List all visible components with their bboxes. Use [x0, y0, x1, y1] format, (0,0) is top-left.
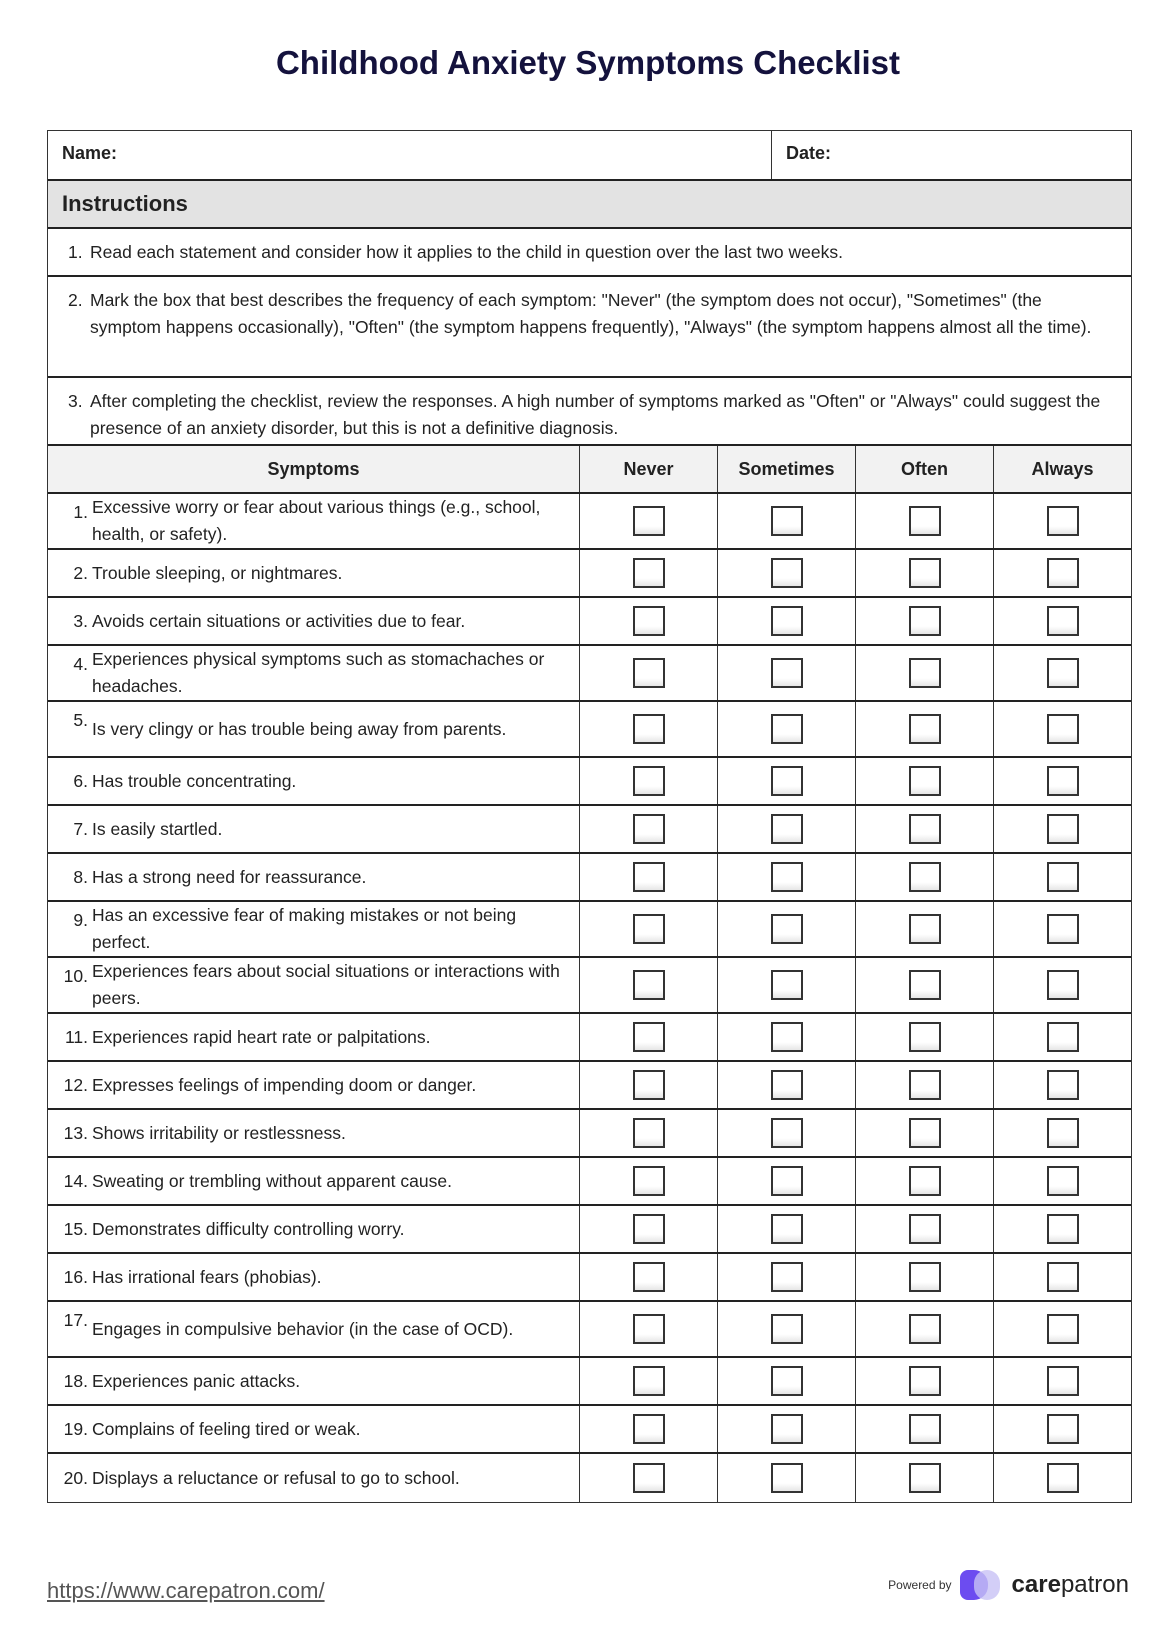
often-checkbox[interactable] — [909, 862, 941, 892]
symptom-text: Expresses feelings of impending doom or danger. — [92, 1074, 477, 1095]
always-cell — [994, 1014, 1131, 1060]
symptom-number: 8. — [73, 866, 88, 887]
always-cell — [994, 1206, 1131, 1252]
brand-name: carepatron — [1011, 1571, 1129, 1598]
never-checkbox[interactable] — [633, 1166, 665, 1196]
sometimes-checkbox[interactable] — [771, 606, 803, 636]
often-cell — [856, 1358, 994, 1404]
never-cell — [580, 1206, 718, 1252]
often-cell — [856, 494, 994, 548]
often-checkbox[interactable] — [909, 506, 941, 536]
symptom-cell — [48, 1302, 580, 1356]
symptom-number: 12. — [63, 1074, 88, 1095]
often-checkbox[interactable] — [909, 1366, 941, 1396]
sometimes-checkbox[interactable] — [771, 658, 803, 688]
always-cell — [994, 550, 1131, 596]
always-checkbox[interactable] — [1047, 658, 1079, 688]
symptom-cell — [48, 1358, 580, 1404]
symptom-text: Experiences panic attacks. — [92, 1370, 301, 1391]
date-label: Date: — [786, 143, 832, 163]
often-cell — [856, 902, 994, 956]
instruction-item — [48, 277, 1131, 378]
always-cell — [994, 902, 1131, 956]
often-cell — [856, 958, 994, 1012]
symptom-cell — [48, 1158, 580, 1204]
sometimes-cell — [718, 806, 856, 852]
always-cell — [994, 646, 1131, 700]
table-row — [48, 1406, 1131, 1454]
table-row — [48, 494, 1131, 550]
sometimes-cell — [718, 494, 856, 548]
never-cell — [580, 1358, 718, 1404]
symptom-cell — [48, 1062, 580, 1108]
always-cell — [994, 758, 1131, 804]
always-checkbox[interactable] — [1047, 970, 1079, 1000]
symptom-cell — [48, 806, 580, 852]
always-checkbox[interactable] — [1047, 1414, 1079, 1444]
often-checkbox[interactable] — [909, 1314, 941, 1344]
name-date-row — [48, 131, 1131, 181]
always-checkbox[interactable] — [1047, 1314, 1079, 1344]
never-cell — [580, 1062, 718, 1108]
sometimes-cell — [718, 1358, 856, 1404]
powered-by-badge[interactable] — [888, 1568, 1129, 1602]
symptom-cell — [48, 1406, 580, 1452]
never-cell — [580, 1302, 718, 1356]
never-checkbox[interactable] — [633, 1214, 665, 1244]
always-checkbox[interactable] — [1047, 1463, 1079, 1493]
table-row — [48, 702, 1131, 758]
often-checkbox[interactable] — [909, 814, 941, 844]
symptom-text: Has an excessive fear of making mistakes or not being perfect. — [92, 905, 517, 952]
instruction-number: 1. — [68, 242, 83, 262]
never-cell — [580, 646, 718, 700]
instructions-heading: Instructions — [48, 181, 1131, 229]
sometimes-checkbox[interactable] — [771, 1366, 803, 1396]
symptom-text: Demonstrates difficulty controlling worry. — [92, 1218, 405, 1239]
sometimes-checkbox[interactable] — [771, 1022, 803, 1052]
table-row — [48, 854, 1131, 902]
often-checkbox[interactable] — [909, 1022, 941, 1052]
always-cell — [994, 1158, 1131, 1204]
header-always: Always — [1031, 458, 1094, 479]
never-checkbox[interactable] — [633, 606, 665, 636]
often-cell — [856, 550, 994, 596]
often-checkbox[interactable] — [909, 714, 941, 744]
sometimes-checkbox[interactable] — [771, 558, 803, 588]
header-never: Never — [580, 446, 718, 492]
sometimes-checkbox[interactable] — [771, 1070, 803, 1100]
symptom-number: 5. — [73, 710, 88, 730]
never-checkbox[interactable] — [633, 1118, 665, 1148]
symptom-number: 1. — [73, 502, 88, 522]
always-cell — [994, 806, 1131, 852]
table-row — [48, 1254, 1131, 1302]
symptom-number: 2. — [73, 562, 88, 583]
always-cell — [994, 1302, 1131, 1356]
instruction-item — [48, 229, 1131, 277]
never-cell — [580, 758, 718, 804]
symptom-number: 17. — [63, 1310, 88, 1330]
always-checkbox[interactable] — [1047, 714, 1079, 744]
sometimes-checkbox[interactable] — [771, 1463, 803, 1493]
never-checkbox[interactable] — [633, 1262, 665, 1292]
table-row — [48, 902, 1131, 958]
sometimes-checkbox[interactable] — [771, 862, 803, 892]
symptom-cell — [48, 1110, 580, 1156]
sometimes-cell — [718, 1454, 856, 1502]
sometimes-cell — [718, 1406, 856, 1452]
sometimes-cell — [718, 646, 856, 700]
symptom-text: Has trouble concentrating. — [92, 770, 297, 791]
often-checkbox[interactable] — [909, 1414, 941, 1444]
always-checkbox[interactable] — [1047, 1166, 1079, 1196]
often-checkbox[interactable] — [909, 766, 941, 796]
always-cell — [994, 1454, 1131, 1502]
symptom-cell — [48, 758, 580, 804]
never-cell — [580, 1454, 718, 1502]
always-checkbox[interactable] — [1047, 1118, 1079, 1148]
always-cell — [994, 958, 1131, 1012]
header-often: Often — [856, 446, 994, 492]
header-sometimes: Sometimes — [718, 446, 856, 492]
symptom-cell — [48, 1454, 580, 1502]
sometimes-checkbox[interactable] — [771, 970, 803, 1000]
symptom-number: 15. — [63, 1218, 88, 1239]
instruction-text: Read each statement and consider how it applies to the child in question over the last two weeks. — [90, 242, 843, 262]
always-checkbox[interactable] — [1047, 862, 1079, 892]
often-checkbox[interactable] — [909, 1214, 941, 1244]
sometimes-checkbox[interactable] — [771, 1262, 803, 1292]
often-cell — [856, 646, 994, 700]
header-symptoms: Symptoms — [48, 446, 580, 492]
never-checkbox[interactable] — [633, 862, 665, 892]
never-checkbox[interactable] — [633, 970, 665, 1000]
symptom-cell — [48, 854, 580, 900]
often-checkbox[interactable] — [909, 1262, 941, 1292]
symptom-number: 10. — [63, 966, 88, 986]
never-cell — [580, 1406, 718, 1452]
table-row — [48, 1110, 1131, 1158]
always-checkbox[interactable] — [1047, 1262, 1079, 1292]
often-checkbox[interactable] — [909, 606, 941, 636]
symptom-number: 16. — [63, 1266, 88, 1287]
sometimes-checkbox[interactable] — [771, 506, 803, 536]
never-checkbox[interactable] — [633, 714, 665, 744]
symptom-number: 7. — [73, 818, 88, 839]
symptom-cell — [48, 550, 580, 596]
never-checkbox[interactable] — [633, 1022, 665, 1052]
table-row — [48, 550, 1131, 598]
often-cell — [856, 806, 994, 852]
carepatron-logo-icon — [960, 1568, 1004, 1602]
symptom-cell — [48, 598, 580, 644]
often-cell — [856, 1062, 994, 1108]
sometimes-cell — [718, 1014, 856, 1060]
sometimes-cell — [718, 1254, 856, 1300]
never-cell — [580, 1158, 718, 1204]
symptom-text: Engages in compulsive behavior (in the case of OCD). — [92, 1318, 514, 1339]
always-cell — [994, 1406, 1131, 1452]
never-cell — [580, 1110, 718, 1156]
carepatron-url-link[interactable]: https://www.carepatron.com/ — [47, 1578, 325, 1603]
often-cell — [856, 1254, 994, 1300]
name-field[interactable] — [48, 131, 772, 179]
sometimes-cell — [718, 854, 856, 900]
symptom-text: Experiences physical symptoms such as stomachaches or headaches. — [92, 649, 545, 696]
table-row — [48, 1302, 1131, 1358]
often-checkbox[interactable] — [909, 1118, 941, 1148]
symptom-text: Avoids certain situations or activities due to fear. — [92, 610, 466, 631]
sometimes-checkbox[interactable] — [771, 1118, 803, 1148]
always-checkbox[interactable] — [1047, 766, 1079, 796]
table-row — [48, 806, 1131, 854]
sometimes-cell — [718, 1158, 856, 1204]
sometimes-cell — [718, 1206, 856, 1252]
never-checkbox[interactable] — [633, 658, 665, 688]
symptom-cell — [48, 958, 580, 1012]
always-checkbox[interactable] — [1047, 814, 1079, 844]
never-checkbox[interactable] — [633, 914, 665, 944]
often-cell — [856, 1110, 994, 1156]
never-checkbox[interactable] — [633, 814, 665, 844]
sometimes-checkbox[interactable] — [771, 814, 803, 844]
sometimes-checkbox[interactable] — [771, 766, 803, 796]
often-checkbox[interactable] — [909, 1166, 941, 1196]
symptom-number: 11. — [64, 1026, 88, 1047]
symptom-cell — [48, 1014, 580, 1060]
symptom-number: 14. — [63, 1170, 88, 1191]
symptom-text: Has irrational fears (phobias). — [92, 1266, 322, 1287]
sometimes-checkbox[interactable] — [771, 1166, 803, 1196]
table-row — [48, 598, 1131, 646]
never-cell — [580, 806, 718, 852]
always-checkbox[interactable] — [1047, 558, 1079, 588]
often-checkbox[interactable] — [909, 1463, 941, 1493]
often-cell — [856, 758, 994, 804]
sometimes-checkbox[interactable] — [771, 714, 803, 744]
never-cell — [580, 854, 718, 900]
always-cell — [994, 1254, 1131, 1300]
symptom-cell — [48, 702, 580, 756]
always-checkbox[interactable] — [1047, 606, 1079, 636]
page-title: Childhood Anxiety Symptoms Checklist — [275, 44, 901, 81]
instruction-text: After completing the checklist, review the responses. A high number of symptoms marked as "Often" or "Always" could suggest the presence of an anxiety disorder, but this is not a definitive diagnosis. — [90, 391, 1101, 438]
never-checkbox[interactable] — [633, 1463, 665, 1493]
name-label: Name: — [62, 143, 118, 163]
symptom-text: Shows irritability or restlessness. — [92, 1122, 346, 1143]
symptom-text: Has a strong need for reassurance. — [92, 866, 367, 887]
symptom-text: Experiences rapid heart rate or palpitations. — [92, 1026, 431, 1047]
symptom-number: 3. — [73, 610, 88, 631]
symptom-number: 4. — [73, 654, 88, 674]
symptom-number: 20. — [63, 1467, 88, 1488]
never-checkbox[interactable] — [633, 766, 665, 796]
table-row — [48, 1454, 1131, 1502]
often-cell — [856, 1454, 994, 1502]
often-checkbox[interactable] — [909, 970, 941, 1000]
always-checkbox[interactable] — [1047, 1070, 1079, 1100]
symptom-text: Complains of feeling tired or weak. — [92, 1418, 361, 1439]
symptom-number: 9. — [73, 910, 88, 930]
symptom-text: Sweating or trembling without apparent cause. — [92, 1170, 452, 1191]
table-row — [48, 958, 1131, 1014]
always-cell — [994, 1062, 1131, 1108]
never-cell — [580, 902, 718, 956]
instruction-number: 3. — [68, 391, 83, 411]
checklist-form — [47, 130, 1132, 1503]
sometimes-cell — [718, 958, 856, 1012]
never-cell — [580, 494, 718, 548]
sometimes-cell — [718, 1302, 856, 1356]
sometimes-checkbox[interactable] — [771, 1214, 803, 1244]
never-cell — [580, 958, 718, 1012]
never-checkbox[interactable] — [633, 1366, 665, 1396]
sometimes-checkbox[interactable] — [771, 914, 803, 944]
sometimes-cell — [718, 902, 856, 956]
often-cell — [856, 1302, 994, 1356]
always-cell — [994, 1358, 1131, 1404]
symptom-text: Excessive worry or fear about various things (e.g., school, health, or safety). — [92, 497, 541, 544]
instruction-number: 2. — [68, 290, 83, 310]
sometimes-checkbox[interactable] — [771, 1314, 803, 1344]
sometimes-checkbox[interactable] — [771, 1414, 803, 1444]
date-field[interactable] — [772, 131, 1131, 179]
always-cell — [994, 494, 1131, 548]
table-header — [48, 446, 1131, 494]
often-cell — [856, 702, 994, 756]
never-checkbox[interactable] — [633, 558, 665, 588]
always-cell — [994, 1110, 1131, 1156]
symptom-number: 6. — [73, 770, 88, 791]
always-checkbox[interactable] — [1047, 506, 1079, 536]
sometimes-cell — [718, 1062, 856, 1108]
symptom-cell — [48, 1206, 580, 1252]
symptom-cell — [48, 902, 580, 956]
always-checkbox[interactable] — [1047, 1022, 1079, 1052]
table-row — [48, 646, 1131, 702]
symptom-number: 13. — [63, 1122, 88, 1143]
symptom-text: Displays a reluctance or refusal to go to school. — [92, 1467, 460, 1488]
sometimes-cell — [718, 1110, 856, 1156]
always-cell — [994, 702, 1131, 756]
often-cell — [856, 1014, 994, 1060]
instruction-item — [48, 378, 1131, 446]
often-checkbox[interactable] — [909, 658, 941, 688]
always-checkbox[interactable] — [1047, 1366, 1079, 1396]
never-cell — [580, 550, 718, 596]
always-checkbox[interactable] — [1047, 1214, 1079, 1244]
table-row — [48, 1014, 1131, 1062]
always-cell — [994, 598, 1131, 644]
symptom-text: Is very clingy or has trouble being away from parents. — [92, 718, 507, 739]
symptom-text: Trouble sleeping, or nightmares. — [92, 562, 343, 583]
often-checkbox[interactable] — [909, 1070, 941, 1100]
often-cell — [856, 1406, 994, 1452]
always-checkbox[interactable] — [1047, 914, 1079, 944]
symptom-cell — [48, 494, 580, 548]
never-checkbox[interactable] — [633, 1070, 665, 1100]
symptom-cell — [48, 646, 580, 700]
often-cell — [856, 598, 994, 644]
symptom-text: Is easily startled. — [92, 818, 223, 839]
often-checkbox[interactable] — [909, 558, 941, 588]
sometimes-cell — [718, 550, 856, 596]
table-row — [48, 758, 1131, 806]
never-cell — [580, 598, 718, 644]
never-checkbox[interactable] — [633, 1414, 665, 1444]
often-checkbox[interactable] — [909, 914, 941, 944]
often-cell — [856, 854, 994, 900]
never-cell — [580, 1254, 718, 1300]
symptom-number: 18. — [63, 1370, 88, 1391]
powered-by-label: Powered by — [888, 1578, 952, 1592]
never-checkbox[interactable] — [633, 506, 665, 536]
symptom-cell — [48, 1254, 580, 1300]
often-cell — [856, 1158, 994, 1204]
symptom-number: 19. — [63, 1418, 88, 1439]
table-row — [48, 1158, 1131, 1206]
sometimes-cell — [718, 702, 856, 756]
never-cell — [580, 1014, 718, 1060]
symptom-text: Experiences fears about social situations or interactions with peers. — [92, 961, 560, 1008]
table-row — [48, 1062, 1131, 1110]
sometimes-cell — [718, 758, 856, 804]
table-row — [48, 1358, 1131, 1406]
never-cell — [580, 702, 718, 756]
never-checkbox[interactable] — [633, 1314, 665, 1344]
table-row — [48, 1206, 1131, 1254]
instruction-text: Mark the box that best describes the frequency of each symptom: "Never" (the symptom does not occur), "Sometimes" (the symptom happens occasionally), "Often" (the symptom happens frequently), "Always" (the symptom happens almost all the time). — [90, 290, 1092, 337]
often-cell — [856, 1206, 994, 1252]
always-cell — [994, 854, 1131, 900]
sometimes-cell — [718, 598, 856, 644]
